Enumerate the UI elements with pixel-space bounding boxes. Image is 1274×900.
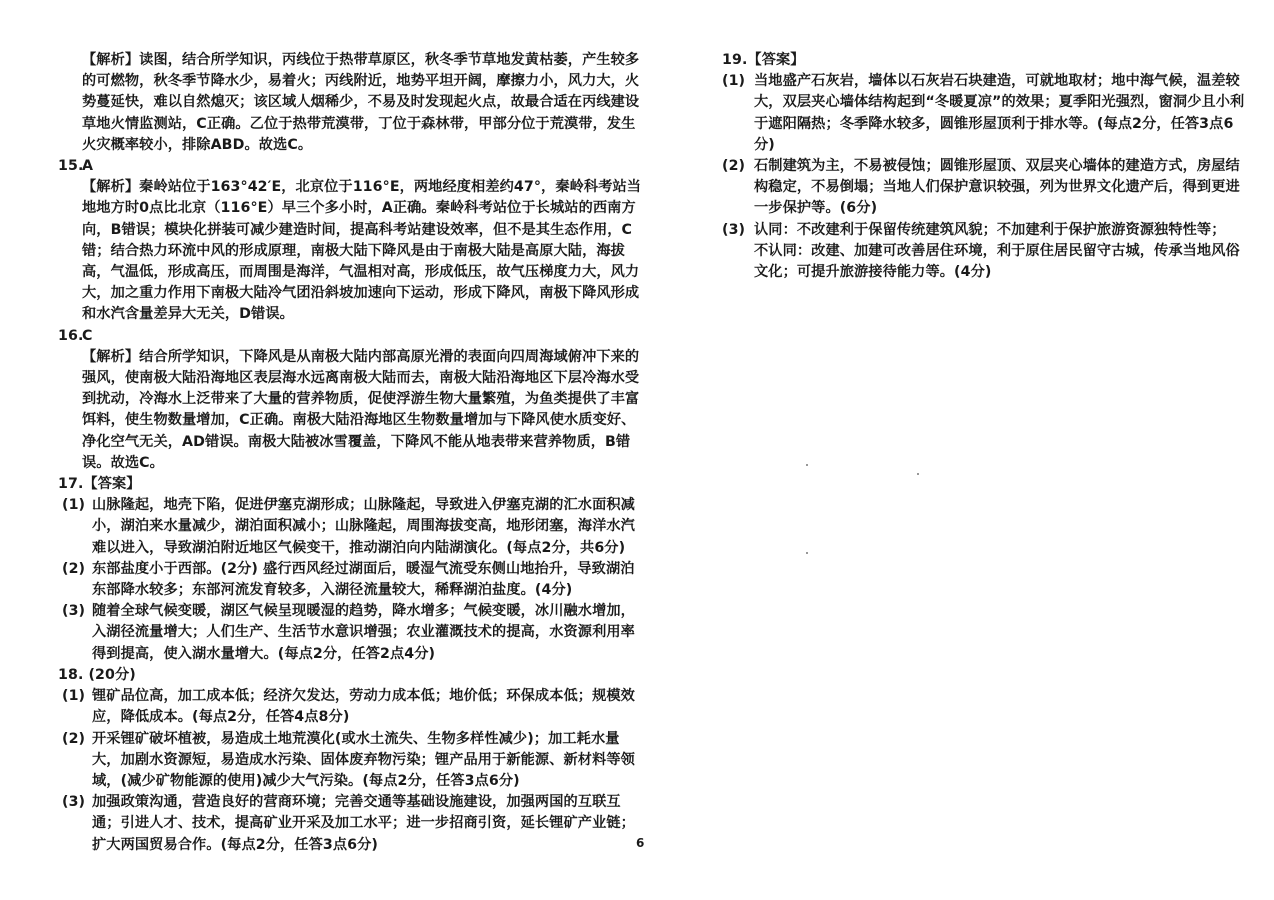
q19-part-3 (722, 220, 1248, 284)
q18-part-2-text: 开采锂矿破坏植被，易造成土地荒漠化(或水土流失、生物多样性减少)；加工耗水量大，加剧水资源短，易造成水污染、固体废弃物污染；锂产品用于新能源、新材料等领域，(减少矿物能源的使用)减少大气污染。(每点2分，任答3点6分) (92, 730, 635, 789)
q19-part-1 (722, 71, 1248, 156)
q19-part-2-marker: (2) (722, 158, 746, 175)
q19-part-1-marker: (1) (722, 73, 746, 90)
q17-part-3-text: 随着全球气候变暖，湖区气候呈现暖湿的趋势，降水增多；气候变暖，冰川融水增加，入湖径流量增大；人们生产、生活节水意识增强；农业灌溉技术的提高，水资源利用率得到提高，使入湖水量增大。(每点2分，任答2点4分) (92, 603, 635, 662)
scan-speck (806, 464, 808, 466)
q16-answer: C (82, 327, 93, 344)
q18-part-1-marker: (1) (62, 688, 86, 705)
scan-speck (806, 552, 808, 554)
q18-part-1 (58, 686, 648, 728)
q18-part-2-marker: (2) (62, 730, 86, 747)
q17-heading: 17.【答案】 (58, 476, 141, 493)
q19-part-3-marker: (3) (722, 221, 746, 238)
q19-part-3-disagree: 不认同：改建、加建可改善居住环境，利于原住居民留守古城，传承当地风俗文化；可提升旅游接待能力等。(4分) (754, 242, 1240, 281)
q19-part-2 (722, 156, 1248, 220)
q18-heading: 18. (20分) (58, 666, 136, 683)
q19-part-1-text: 当地盛产石灰岩，墙体以石灰岩石块建造，可就地取材；地中海气候，温差较大，双层夹心墙体结构起到“冬暖夏凉”的效果；夏季阳光强烈，窗洞少且小利于遮阳隔热；冬季降水较多，圆锥形屋顶利于排水等。(每点2分，任答3点6分) (754, 73, 1245, 153)
q17-part-1 (58, 495, 648, 559)
q17-part-2-text: 东部盐度小于西部。(2分) 盛行西风经过湖面后，暖湿气流受东侧山地抬升，导致湖泊东部降水较多；东部河流发育较多，入湖径流量较大，稀释湖泊盐度。(4分) (92, 560, 635, 599)
page-number: 6 (636, 836, 645, 850)
q15-answer: A (82, 158, 94, 175)
q15-answer-line (58, 156, 648, 177)
q18-part-3-text: 加强政策沟通，营造良好的营商环境；完善交通等基础设施建设，加强两国的互联互通；引进人才、技术，提高矿业开采及加工水平；进一步招商引资，延长锂矿产业链；扩大两国贸易合作。(每点2分，任答3点6分) (92, 794, 635, 853)
q19-part-3-agree: 认同：不改建利于保留传统建筑风貌；不加建利于保护旅游资源独特性等； (754, 221, 1226, 238)
q16-analysis: 【解析】结合所学知识，下降风是从南极大陆内部高原光滑的表面向四周海域俯冲下来的强风，使南极大陆沿海地区表层海水远离南极大陆而去，南极大陆沿海地区下层冷海水受到扰动，冷海水上泛带来了大量的营养物质，促使浮游生物大量繁殖，为鱼类提供了丰富饵料，使生物数量增加，C正确。南极大陆沿海地区生物数量增加与下降风使水质变好、净化空气无关，AD错误。南极大陆被冰雪覆盖，下降风不能从地表带来营养物质，B错误。故选C。 (82, 348, 640, 471)
q15-analysis: 【解析】秦岭站位于163°42′E，北京位于116°E，两地经度相差约47°，秦岭科考站当地地方时0点比北京（116°E）早三个多小时，A正确。秦岭科考站位于长城站的西南方向，B错误；模块化拼装可减少建造时间，提高科考站建设效率，但不是其生态作用，C错；结合热力环流中风的形成原理，南极大陆下降风是由于南极大陆是高原大陆，海拔高，气温低，形成高压，而周围是海洋，气温相对高，形成低压，故气压梯度力大，风力大，加之重力作用下南极大陆冷气团沿斜坡加速向下运动，形成下降风，南极下降风形成和水汽含量差异大无关，D错误。 (82, 179, 642, 323)
q18-part-3-marker: (3) (62, 794, 86, 811)
q17-part-3-marker: (3) (62, 603, 86, 620)
q17-part-3 (58, 601, 648, 665)
q17-part-1-text: 山脉隆起，地壳下陷，促进伊塞克湖形成；山脉隆起，导致进入伊塞克湖的汇水面积减小，湖泊来水量减少，湖泊面积减小；山脉隆起，周围海拔变高，地形闭塞，海洋水汽难以进入，导致湖泊附近地区气候变干，推动湖泊向内陆湖演化。(每点2分，共6分) (92, 497, 635, 556)
q17-part-2 (58, 559, 648, 601)
q17-part-2-marker: (2) (62, 560, 86, 577)
q18-part-3 (58, 792, 648, 856)
q19-heading: 19.【答案】 (722, 52, 805, 68)
left-column (58, 50, 648, 856)
right-column (722, 50, 1248, 283)
q17-part-1-marker: (1) (62, 497, 86, 514)
q14-analysis: 【解析】读图，结合所学知识，丙线位于热带草原区，秋冬季节草地发黄枯萎，产生较多的可燃物，秋冬季节降水少，易着火；丙线附近，地势平坦开阔，摩擦力小，风力大，火势蔓延快，难以自然熄灭；该区域人烟稀少，不易及时发现起火点，故最合适在丙线建设草地火情监测站，C正确。乙位于热带荒漠带，丁位于森林带，甲部分位于荒漠带，发生火灾概率较小，排除ABD。故选C。 (82, 52, 640, 153)
q19-part-3-text (754, 220, 1248, 284)
q16-number: 16. (58, 327, 84, 344)
q16-answer-line (58, 326, 648, 347)
q19-part-2-text: 石制建筑为主，不易被侵蚀；圆锥形屋顶、双层夹心墙体的建造方式，房屋结构稳定，不易倒塌；当地人们保护意识较强，列为世界文化遗产后，得到更进一步保护等。(6分) (754, 158, 1240, 217)
q18-part-1-text: 锂矿品位高，加工成本低；经济欠发达，劳动力成本低；地价低；环保成本低；规模效应，降低成本。(每点2分，任答4点8分) (92, 688, 635, 726)
scan-speck (917, 473, 919, 475)
q18-part-2 (58, 729, 648, 793)
q15-number: 15. (58, 158, 84, 175)
